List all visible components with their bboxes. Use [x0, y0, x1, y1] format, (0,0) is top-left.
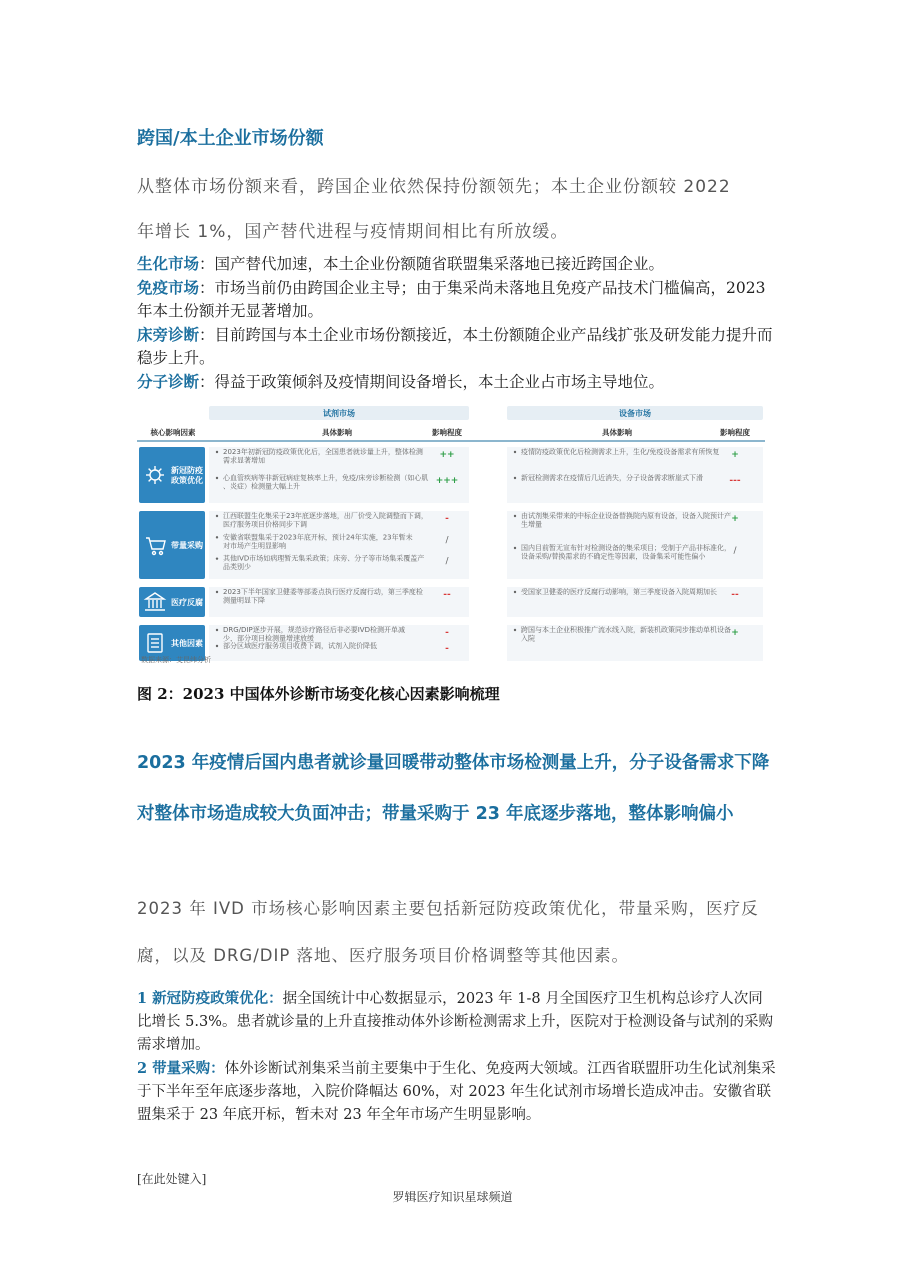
table-row — [139, 511, 763, 579]
section-title-market-share: 跨国/本土企业市场份额 — [137, 128, 324, 149]
driver-bullets — [137, 987, 777, 1127]
reagent-impact-text: 安徽省联盟集采于2023年底开标，预计24年实施，23年暂未对市场产生明显影响 — [223, 533, 413, 550]
equipment-impact-degree: + — [731, 628, 739, 638]
col-core-factor: 核心影响因素 — [150, 428, 196, 437]
factor-impact-figure — [137, 403, 765, 665]
equipment-impact-degree: + — [731, 450, 739, 460]
section-title-market-drivers: 2023 年疫情后国内患者就诊量回暖带动整体市场检测量上升，分子设备需求下降对整体市场造成较大负面冲击；带量采购于 23 年底逐步落地，整体影响偏小 — [137, 753, 770, 824]
col-impact-reagent: 具体影响 — [322, 428, 352, 437]
equipment-impact-degree: -- — [731, 590, 739, 600]
reagent-impact-degree: / — [445, 556, 449, 567]
factor-label: 医疗反腐 — [171, 598, 203, 607]
reagent-impact-text: 部分区域医疗服务项目收费下调，试剂入院价降低 — [223, 642, 377, 650]
factor-label: 带量采购 — [171, 541, 203, 550]
table-row — [139, 625, 763, 661]
reagent-impact-degree: -- — [443, 590, 451, 600]
equipment-impact-text: 疫情防疫政策优化后检测需求上升，生化/免疫设备需求有所恢复 — [521, 448, 720, 456]
reagent-impact-degree: - — [445, 644, 449, 654]
type-here-placeholder: [在此处键入] — [137, 1172, 207, 1186]
reagent-impact-text: DRG/DIP逐步开展，规范诊疗路径后非必要IVD检测开单减少，部分项目检测量增速放缓 — [223, 626, 405, 643]
reagent-impact-degree: ++ — [439, 450, 455, 460]
reagent-impact-text: 2023下半年国家卫健委等部委点执行医疗反腐行动，第三季度检测量明显下降 — [223, 588, 423, 605]
equipment-impact-text: 由试剂集采带来的中标企业设备替换院内原有设备，设备入院预计产生增量 — [521, 512, 731, 529]
col-degree-equipment: 影响程度 — [720, 428, 750, 437]
reagent-impact-text: 心血管疾病等非新冠病症复核率上升，免疫/床旁诊断检测（如心肌、炎症）检测量大幅上升 — [223, 474, 429, 491]
paragraph-line: 从整体市场份额来看，跨国企业依然保持份额领先；本土企业份额较 2022 — [137, 177, 731, 197]
equipment-impact-degree: / — [733, 546, 737, 556]
equipment-impact-degree: --- — [729, 476, 741, 486]
col-impact-equipment: 具体影响 — [602, 428, 632, 437]
equipment-impact-text: 跨国与本土企业积极推广流水线入院，新装机政策同步推动单机设备入院 — [521, 626, 731, 643]
reagent-impact-degree: - — [445, 628, 449, 638]
reagent-impact-degree: - — [445, 514, 449, 524]
paragraph-line: 年增长 1%，国产替代进程与疫情期间相比有所放缓。 — [137, 222, 569, 242]
group-equipment-market: 设备市场 — [619, 409, 651, 418]
figure-caption: 图 2：2023 中国体外诊断市场变化核心因素影响梳理 — [137, 685, 500, 703]
factor-label: 新冠防疫政策优化 — [171, 466, 203, 485]
section2-paragraph: 2023 年 IVD 市场核心影响因素主要包括新冠防疫政策优化，带量采购，医疗反腐，以及 DRG/DIP 落地、医疗服务项目价格调整等其他因素。 — [137, 899, 759, 965]
bullet-vbp: 2 带量采购：体外诊断试剂集采当前主要集中于生化、免疫两大领域。江西省联盟肝功生化试剂集采于下半年至年底逐步落地，入院价降幅达 60%，对 2023 年生化试剂市场增长造成冲击。安徽省联盟集采于 23 年底开标，暂未对 23 年全年市场产生明显影响。 — [137, 1060, 776, 1123]
equipment-impact-text: 新冠检测需求在疫情后几近消失，分子设备需求断崖式下滑 — [521, 474, 703, 482]
equipment-impact-degree: + — [731, 514, 739, 524]
figure-source: 数据来源：艾昆纬分析 — [141, 656, 211, 664]
table-row — [139, 587, 763, 617]
reagent-impact-degree: / — [445, 535, 449, 546]
bullet-poct: 床旁诊断：目前跨国与本土企业市场份额接近，本土份额随企业产品线扩张及研发能力提升而稳步上升。 — [137, 325, 773, 367]
bullet-covid-policy: 1 新冠防疫政策优化：据全国统计中心数据显示，2023 年 1-8 月全国医疗卫生机构总诊疗人次同比增长 5.3%。患者就诊量的上升直接推动体外诊断检测需求上升，医院对于检测设备与试剂的采购需求增加。 — [137, 990, 773, 1053]
factor-impact-table — [137, 403, 765, 665]
col-degree-reagent: 影响程度 — [432, 428, 462, 437]
table-row — [139, 447, 763, 503]
reagent-impact-text: 2023年初新冠防疫政策优化后，全国患者就诊量上升，整体检测需求显著增加 — [223, 448, 423, 465]
page-footer: 罗辑医疗知识星球频道 — [392, 1190, 513, 1204]
bullet-biochem: 生化市场：国产替代加速，本土企业份额随省联盟集采落地已接近跨国企业。 — [137, 254, 665, 273]
factor-label: 其他因素 — [171, 639, 203, 648]
market-bullets — [137, 252, 777, 394]
group-reagent-market: 试剂市场 — [323, 409, 355, 418]
bullet-molecular: 分子诊断：得益于政策倾斜及疫情期间设备增长，本土企业占市场主导地位。 — [137, 372, 665, 391]
equipment-impact-text: 受国家卫健委的医疗反腐行动影响，第三季度设备入院周期加长 — [521, 588, 717, 596]
reagent-impact-text: 其他IVD市场如病理暂无集采政策；床旁、分子等市场集采覆盖产品类别少 — [223, 554, 425, 572]
bullet-immuno: 免疫市场：市场当前仍由跨国企业主导；由于集采尚未落地且免疫产品技术门槛偏高，2023 年本土份额并无显著增加。 — [137, 278, 766, 320]
reagent-impact-text: 江西联盟生化集采于23年底逐步落地，出厂价受入院调整而下调，医疗服务项目价格同步下调 — [223, 512, 428, 529]
reagent-impact-degree: +++ — [435, 476, 459, 486]
equipment-impact-text: 国内目前暂无宣布针对检测设备的集采项目；受制于产品非标准化，设备采购/替换需求的不确定性等因素，设备集采可能性偏小 — [521, 544, 731, 561]
